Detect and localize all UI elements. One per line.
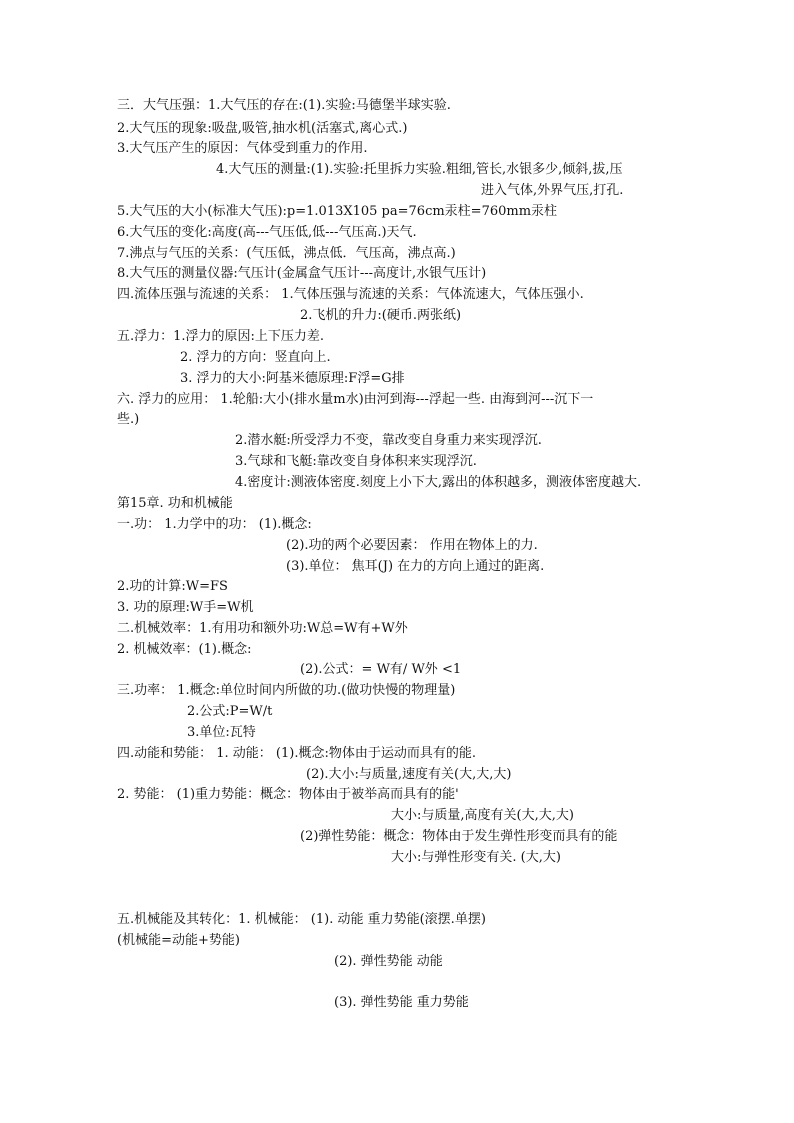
text-line: (2).功的两个必要因素： 作用在物体上的力. <box>286 538 538 553</box>
text-line: 3. 浮力的大小:阿基米德原理:F浮=G排 <box>180 371 405 386</box>
text-line: 五.浮力：1.浮力的原因:上下压力差. <box>117 329 325 344</box>
text-line: 4.密度计:测液体密度.刻度上小下大,露出的体积越多，测液体密度越大. <box>235 475 642 490</box>
text-line: 五.机械能及其转化：1. 机械能： (1). 动能 重力势能(滚摆.单摆) <box>117 912 486 927</box>
text-line: 2. 机械效率：(1).概念: <box>117 642 252 657</box>
text-line: (2).大小:与质量,速度有关(大,大,大) <box>306 767 512 782</box>
text-line: 2.功的计算:W=FS <box>117 579 228 594</box>
text-line: 2.飞机的升力:(硬币.两张纸) <box>300 308 462 323</box>
text-line: 2. 浮力的方向：竖直向上. <box>180 350 331 365</box>
text-line: 7.沸点与气压的关系：(气压低，沸点低．气压高，沸点高.) <box>117 246 456 261</box>
text-line: 二.机械效率：1.有用功和额外功:W总=W有+W外 <box>117 621 408 636</box>
text-line: (2). 弹性势能 动能 <box>334 954 443 969</box>
text-line: 六. 浮力的应用： 1.轮船:大小(排水量m水)由河到海---浮起一些. 由海到河---沉下一 <box>117 392 594 407</box>
text-line: 三．大气压强：1.大气压的存在:(1).实验:马德堡半球实验. <box>117 98 451 113</box>
text-line: 3. 功的原理:W手=W机 <box>117 600 254 615</box>
text-line: (2).公式：= W有/ W外 <1 <box>300 662 462 677</box>
text-line: (3). 弹性势能 重力势能 <box>334 995 469 1010</box>
text-line: 2.潜水艇:所受浮力不变，靠改变自身重力来实现浮沉. <box>235 433 542 448</box>
text-line: (2)弹性势能：概念：物体由于发生弹性形变而具有的能 <box>300 829 618 844</box>
text-line: 4.大气压的测量:(1).实验:托里拆力实验.粗细,管长,水银多少,倾斜,拔,压 <box>216 162 623 177</box>
text-line: 5.大气压的大小(标准大气压):p=1.013X105 pa=76cm汞柱=760mm汞柱 <box>117 204 558 219</box>
text-line: 3.气球和飞艇:靠改变自身体积来实现浮沉. <box>235 454 477 469</box>
text-line: 第15章. 功和机械能 <box>117 496 233 511</box>
text-line: 3.单位:瓦特 <box>187 725 256 740</box>
text-line: 大小:与质量,高度有关(大,大,大) <box>391 808 574 823</box>
text-line: 四.动能和势能： 1. 动能： (1).概念:物体由于运动而具有的能. <box>117 746 476 761</box>
text-line: 2.大气压的现象:吸盘,吸管,抽水机(活塞式,离心式.) <box>117 121 408 136</box>
text-line: 6.大气压的变化:高度(高---气压低,低---气压高.)天气. <box>117 225 417 240</box>
text-line: 3.大气压产生的原因：气体受到重力的作用. <box>117 141 368 156</box>
text-line: (机械能=动能+势能) <box>117 933 240 948</box>
text-line: 三.功率： 1.概念:单位时间内所做的功.(做功快慢的物理量) <box>117 683 456 698</box>
text-line: 进入气体,外界气压,打孔. <box>481 183 624 198</box>
text-line: 一.功： 1.力学中的功： (1).概念: <box>117 517 312 532</box>
text-line: 大小:与弹性形变有关. (大,大) <box>391 850 561 865</box>
text-line: (3).单位： 焦耳(J) 在力的方向上通过的距离. <box>286 559 545 574</box>
text-line: 些.) <box>117 412 140 427</box>
text-line: 2.公式:P=W/t <box>187 704 273 719</box>
text-line: 2. 势能： (1)重力势能：概念：物体由于被举高而具有的能' <box>117 787 459 802</box>
text-line: 四.流体压强与流速的关系： 1.气体压强与流速的关系：气体流速大，气体压强小. <box>117 287 584 302</box>
text-line: 8.大气压的测量仪器:气压计(金属盒气压计---高度计,水银气压计) <box>117 266 487 281</box>
